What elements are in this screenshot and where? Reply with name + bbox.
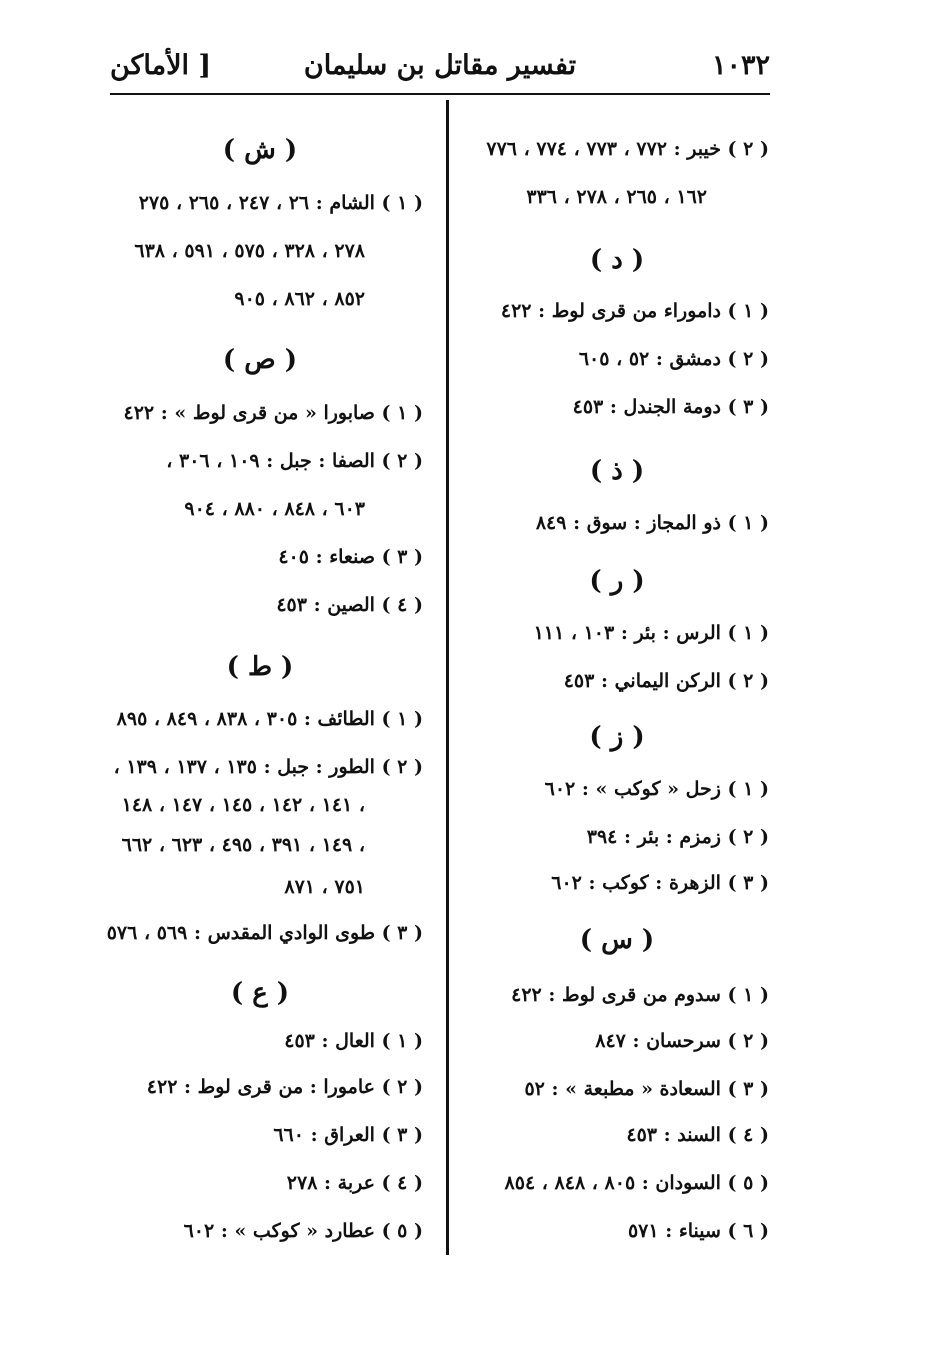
header-rule [110,93,770,95]
entry-zay-3: ( ٣ ) الزهرة : كوكب : ٦٠٢ [551,872,769,894]
entry-dal-2: ( ٢ ) دمشق : ٥٢ ، ٦٠٥ [578,348,769,370]
entry-dal-1: ( ١ ) داموراء من قرى لوط : ٤٢٢ [500,300,769,322]
entry-ta-2-cont: ١٤١ ، ١٤٢ ، ١٤٥ ، ١٤٧ ، ١٤٨ ، [121,794,365,816]
letter-heading-zay: ( ز ) [589,722,645,752]
entry-ain-4: ( ٤ ) عربة : ٢٧٨ [286,1172,423,1194]
entry-ra-1: ( ١ ) الرس : بئر : ١٠٣ ، ١١١ [533,622,769,644]
entry-sin-5: ( ٥ ) السودان : ٨٠٥ ، ٨٤٨ ، ٨٥٤ [504,1172,769,1194]
entry-ta-2-cont2: ١٤٩ ، ٣٩١ ، ٤٩٥ ، ٦٢٣ ، ٦٦٢ ، [121,834,365,856]
entry-zay-2: ( ٢ ) زمزم : بئر : ٣٩٤ [586,826,769,848]
entry-sin-4: ( ٤ ) السند : ٤٥٣ [626,1124,769,1146]
entry-ta-2-cont3: ٧٥١ ، ٨٧١ [284,876,365,898]
entry-sad-3: ( ٣ ) صنعاء : ٤٠٥ [278,546,423,568]
letter-heading-ra: ( ر ) [589,566,645,596]
entry-ain-5: ( ٥ ) عطارد « كوكب » : ٦٠٢ [183,1220,423,1242]
entry-ra-2: ( ٢ ) الركن اليماني : ٤٥٣ [563,670,769,692]
section-title: [ الأماكن [110,50,212,81]
entry-dhal-1: ( ١ ) ذو المجاز : سوق : ٨٤٩ [535,512,769,534]
entry-shin-1-cont: ٢٧٨ ، ٣٢٨ ، ٥٧٥ ، ٥٩١ ، ٦٣٨ [134,240,365,262]
page-header [110,50,770,90]
entry-sin-2: ( ٢ ) سرحسان : ٨٤٧ [595,1030,769,1052]
entry-sin-3: ( ٣ ) السعادة « مطبعة » : ٥٢ [524,1078,769,1100]
entry-sin-6: ( ٦ ) سيناء : ٥٧١ [627,1220,769,1242]
entry-sad-1: ( ١ ) صابورا « من قرى لوط » : ٤٢٢ [123,402,423,424]
entry-sad-4: ( ٤ ) الصين : ٤٥٣ [276,594,423,616]
page-number: ١٠٣٢ [711,50,770,81]
entry-shin-1-cont2: ٨٥٢ ، ٨٦٢ ، ٩٠٥ [234,288,365,310]
letter-heading-ain: ( ع ) [230,978,290,1008]
letter-heading-sin: ( س ) [579,925,655,955]
entry-sin-1: ( ١ ) سدوم من قرى لوط : ٤٢٢ [511,984,769,1006]
entry-ta-2: ( ٢ ) الطور : جبل : ١٣٥ ، ١٣٧ ، ١٣٩ ، [113,756,423,778]
entry-zay-1: ( ١ ) زحل « كوكب » : ٦٠٢ [544,778,769,800]
entry-dal-3: ( ٣ ) دومة الجندل : ٤٥٣ [572,396,769,418]
entry-shin-1: ( ١ ) الشام : ٢٦ ، ٢٤٧ ، ٢٦٥ ، ٢٧٥ [138,192,423,214]
letter-heading-dal: ( د ) [589,245,645,275]
letter-heading-sad: ( ص ) [222,345,298,375]
entry-khaybar-cont: ١٦٢ ، ٢٦٥ ، ٢٧٨ ، ٣٣٦ [526,186,707,208]
entry-ain-3: ( ٣ ) العراق : ٦٦٠ [273,1124,423,1146]
page-title: تفسير مقاتل بن سليمان [303,50,577,81]
entry-ta-1: ( ١ ) الطائف : ٣٠٥ ، ٨٣٨ ، ٨٤٩ ، ٨٩٥ [116,708,423,730]
entry-ain-1: ( ١ ) العال : ٤٥٣ [284,1030,423,1052]
letter-heading-dhal: ( ذ ) [589,456,645,486]
entry-khaybar: ( ٢ ) خيبر : ٧٧٢ ، ٧٧٣ ، ٧٧٤ ، ٧٧٦ [486,138,769,160]
entry-ta-3: ( ٣ ) طوى الوادي المقدس : ٥٦٩ ، ٥٧٦ [106,922,423,944]
entry-ain-2: ( ٢ ) عامورا : من قرى لوط : ٤٢٢ [146,1076,423,1098]
letter-heading-ta: ( ط ) [226,652,294,682]
letter-heading-shin: ( ش ) [222,135,298,165]
entry-sad-2-cont: ٦٠٣ ، ٨٤٨ ، ٨٨٠ ، ٩٠٤ [184,498,365,520]
entry-sad-2: ( ٢ ) الصفا : جبل : ١٠٩ ، ٣٠٦ ، [166,450,423,472]
column-divider [446,100,449,1255]
